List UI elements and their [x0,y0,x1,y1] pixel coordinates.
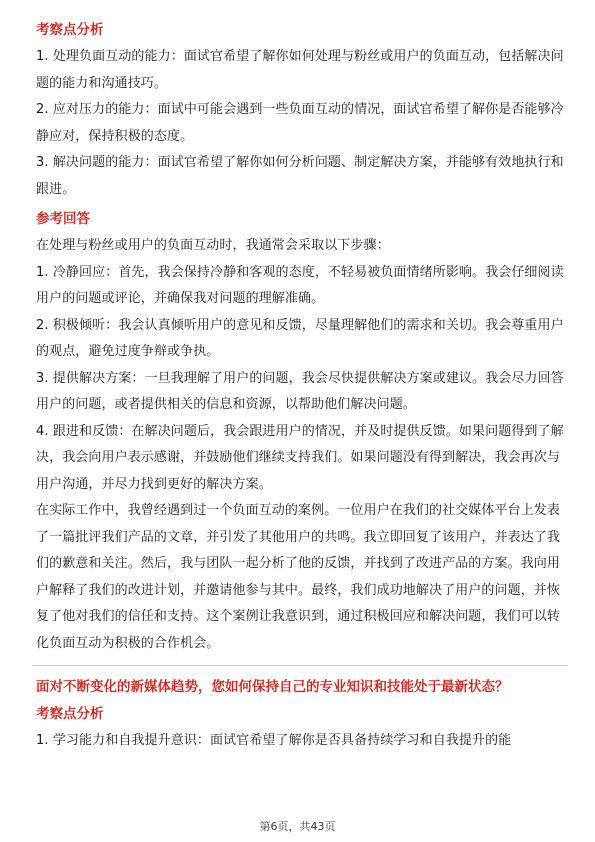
answer-step-4: 4. 跟进和反馈：在解决问题后，我会跟进用户的情况，并及时提供反馈。如果问题得到了解决，我会向用户表示感谢，并鼓励他们继续支持我们。如果问题没有得到解决，我会再次与用户沟通，并尽力找到更好的解决方案。 [36,423,564,492]
analysis-2-item-1: 1. 学习能力和自我提升意识：面试官希望了解你是否具备持续学习和自我提升的能 [36,733,512,748]
page-number-footer: 第6页，共43页 [259,820,336,833]
answer-case-paragraph: 在实际工作中，我曾经遇到过一个负面互动的案例。一位用户在我们的社交媒体平台上发表了一篇批评我们产品的文章，并引发了其他用户的共鸣。我立即回复了该用户，并表达了我们的歉意和关注。然后，我与团队一起分析了他的反馈，并找到了改进产品的方案。我向用户解释了我们的改进计划，并邀请他参与其中。最终，我们成功地解决了用户的问题，并恢复了他对我们的信任和支持。这个案例让我意识到，通过积极回应和解决问题，我们可以转化负面互动为积极的合作机会。 [36,503,561,651]
answer-step-1: 1. 冷静回应：首先，我会保持冷静和客观的态度，不轻易被负面情绪所影响。我会仔细阅读用户的问题或评论，并确保我对问题的理解准确。 [36,264,564,306]
section-heading-analysis-2: 考察点分析 [36,706,104,722]
page-content [36,20,564,755]
question-title: 面对不断变化的新媒体趋势，您如何保持自己的专业知识和技能处于最新状态？ [36,679,509,695]
answer-step-2: 2. 积极倾听：我会认真倾听用户的意见和反馈，尽量理解他们的需求和关切。我会尊重用户的观点，避免过度争辩或争执。 [36,317,564,359]
analysis-item-2: 2. 应对压力的能力：面试中可能会遇到一些负面互动的情况，面试官希望了解你是否能够冷静应对，保持积极的态度。 [36,102,564,144]
section-heading-analysis: 考察点分析 [36,22,104,38]
analysis-item-3: 3. 解决问题的能力：面试官希望了解你如何分析问题、制定解决方案，并能够有效地执行和跟进。 [36,155,564,197]
analysis-item-1: 1. 处理负面互动的能力：面试官希望了解你如何处理与粉丝或用户的负面互动，包括解决问题的能力和沟通技巧。 [36,49,564,91]
answer-intro: 在处理与粉丝或用户的负面互动时，我通常会采取以下步骤： [36,238,390,253]
section-divider [32,665,568,666]
section-heading-answer: 参考回答 [36,211,90,227]
answer-step-3: 3. 提供解决方案：一旦我理解了用户的问题，我会尽快提供解决方案或建议。我会尽力回答用户的问题，或者提供相关的信息和资源，以帮助他们解决问题。 [36,370,564,412]
